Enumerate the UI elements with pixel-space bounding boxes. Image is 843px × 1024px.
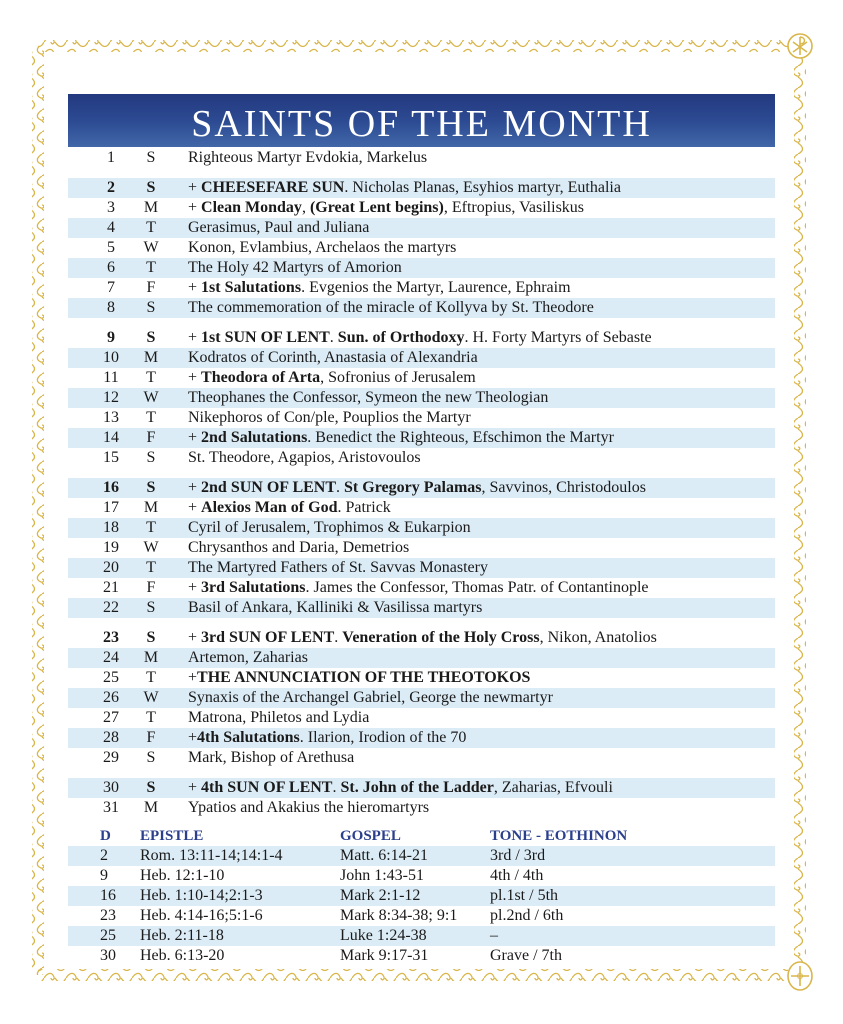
- day-of-week: S: [146, 779, 156, 796]
- day-of-week: T: [146, 709, 156, 726]
- feast-highlight: 2nd Salutations: [201, 429, 308, 446]
- calendar-row: [68, 348, 775, 368]
- day-number: 4: [107, 219, 115, 236]
- saint-names: [188, 148, 427, 168]
- epistle-reading: Heb. 1:10-14;2:1-3: [140, 887, 263, 904]
- saint-names: [188, 478, 646, 498]
- day-number: 9: [107, 329, 115, 346]
- feast-highlight: 1st Salutations: [201, 279, 302, 296]
- day-number: 10: [103, 349, 119, 366]
- day-of-week: M: [143, 799, 159, 816]
- day-number: 15: [103, 449, 119, 466]
- calendar-section: [68, 778, 775, 818]
- readings-row: [68, 946, 775, 966]
- day-number: 21: [103, 579, 119, 596]
- border-right: [794, 58, 806, 963]
- calendar-section: [68, 178, 775, 318]
- day-number: 25: [103, 669, 119, 686]
- feast-highlight: Sun. of Orthodoxy: [337, 329, 465, 346]
- day-number: 17: [103, 499, 119, 516]
- header-epistle: EPISTLE: [140, 828, 204, 844]
- feast-highlight: 1st SUN OF LENT: [201, 329, 330, 346]
- border-top: [38, 40, 788, 52]
- feast-highlight: 3rd Salutations: [201, 579, 306, 596]
- saint-text: Basil of Ankara, Kalliniki & Vasilissa martyrs: [188, 599, 483, 616]
- saint-text: +: [188, 579, 202, 596]
- calendar-row: [68, 598, 775, 618]
- day-number: 24: [103, 649, 119, 666]
- saint-text: Konon, Evlambius, Archelaos the martyrs: [188, 239, 457, 256]
- saint-text: , Savvinos, Christodoulos: [481, 479, 646, 496]
- day-of-week: F: [146, 279, 156, 296]
- saint-names: [188, 238, 456, 258]
- saint-text: Gerasimus, Paul and Juliana: [188, 219, 370, 236]
- calendar-row: [68, 558, 775, 578]
- saint-text: +: [188, 199, 202, 216]
- saint-names: [188, 798, 429, 818]
- saint-names: [188, 408, 471, 428]
- day-of-week: T: [146, 259, 156, 276]
- epistle-reading: Heb. 6:13-20: [140, 947, 225, 964]
- gospel-reading: Matt. 6:14-21: [340, 847, 428, 864]
- calendar-row: [68, 298, 775, 318]
- saint-text: +: [188, 329, 202, 346]
- saint-text: St. Theodore, Agapios, Aristovoulos: [188, 449, 421, 466]
- day-of-week: T: [146, 559, 156, 576]
- calendar-row: [68, 388, 775, 408]
- epistle-reading: Heb. 4:14-16;5:1-6: [140, 907, 263, 924]
- saint-text: .: [329, 329, 338, 346]
- reading-day: 23: [100, 907, 116, 924]
- saint-text: Righteous Martyr Evdokia, Markelus: [188, 149, 428, 166]
- feast-highlight: THE ANNUNCIATION OF THE THEOTOKOS: [197, 669, 531, 686]
- feast-highlight: 2nd SUN OF LENT: [201, 479, 337, 496]
- saint-text: Theophanes the Confessor, Symeon the new Theologian: [188, 389, 549, 406]
- saint-names: [188, 348, 478, 368]
- saint-text: The Martyred Fathers of St. Savvas Monastery: [188, 559, 488, 576]
- saint-text: Matrona, Philetos and Lydia: [188, 709, 370, 726]
- calendar-row: [68, 518, 775, 538]
- header-gospel: GOSPEL: [340, 828, 401, 844]
- day-of-week: M: [143, 649, 159, 666]
- saint-text: The Holy 42 Martyrs of Amorion: [188, 259, 402, 276]
- saint-text: , Zaharias, Efvouli: [493, 779, 613, 796]
- calendar-row: [68, 628, 775, 648]
- day-of-week: M: [143, 199, 159, 216]
- day-of-week: S: [146, 599, 156, 616]
- calendar-row: [68, 648, 775, 668]
- saint-names: [188, 518, 471, 538]
- epistle-reading: Heb. 12:1-10: [140, 867, 225, 884]
- tone-eothinon: 3rd / 3rd: [490, 847, 546, 864]
- day-number: 11: [103, 369, 119, 386]
- calendar-row: [68, 668, 775, 688]
- saint-names: [188, 218, 369, 238]
- day-number: 3: [107, 199, 115, 216]
- feast-highlight: 4th SUN OF LENT: [201, 779, 333, 796]
- readings-header-row: [68, 826, 775, 846]
- day-of-week: M: [143, 499, 159, 516]
- calendar-row: [68, 278, 775, 298]
- calendar-row: [68, 198, 775, 218]
- saint-text: +: [188, 729, 198, 746]
- saint-text: Nikephoros of Con/ple, Pouplios the Martyr: [188, 409, 471, 426]
- chi-rho-icon: [788, 34, 812, 58]
- day-number: 22: [103, 599, 119, 616]
- reading-day: 9: [100, 867, 108, 884]
- saint-names: [188, 598, 482, 618]
- saint-names: [188, 178, 621, 198]
- readings-row: [68, 866, 775, 886]
- saint-text: .: [336, 479, 345, 496]
- saint-text: +: [188, 479, 202, 496]
- border-bottom: [38, 969, 788, 981]
- gospel-reading: Mark 8:34-38; 9:1: [340, 907, 458, 924]
- day-number: 28: [103, 729, 119, 746]
- ic-xc-nika-cross-icon: [788, 962, 812, 990]
- saint-names: [188, 778, 613, 798]
- saint-text: . Nicholas Planas, Esyhios martyr, Euthalia: [344, 179, 621, 196]
- day-of-week: W: [143, 239, 159, 256]
- readings-row: [68, 846, 775, 866]
- calendar-row: [68, 578, 775, 598]
- gospel-reading: Mark 9:17-31: [340, 947, 429, 964]
- saint-text: +: [188, 629, 202, 646]
- calendar-section: [68, 628, 775, 768]
- calendar-row: [68, 498, 775, 518]
- calendar-row: [68, 408, 775, 428]
- reading-day: 30: [100, 947, 116, 964]
- saint-names: [188, 728, 466, 748]
- page-title: SAINTS OF THE MONTH: [191, 102, 652, 145]
- calendar-row: [68, 708, 775, 728]
- saint-names: [188, 688, 553, 708]
- saint-names: [188, 648, 308, 668]
- saint-text: . Benedict the Righteous, Efschimon the Martyr: [307, 429, 614, 446]
- day-of-week: S: [146, 149, 156, 166]
- day-of-week: T: [146, 369, 156, 386]
- calendar-section: [68, 478, 775, 618]
- calendar-row: [68, 778, 775, 798]
- saint-names: [188, 578, 649, 598]
- saint-text: . Evgenios the Martyr, Laurence, Ephraim: [301, 279, 571, 296]
- saint-text: , Eftropius, Vasiliskus: [443, 199, 585, 216]
- day-number: 5: [107, 239, 115, 256]
- day-number: 12: [103, 389, 119, 406]
- feast-highlight: CHEESEFARE SUN: [201, 179, 345, 196]
- tone-eothinon: Grave / 7th: [490, 947, 562, 964]
- day-number: 26: [103, 689, 119, 706]
- day-number: 8: [107, 299, 115, 316]
- saint-text: +: [188, 779, 202, 796]
- calendar-section: [68, 328, 775, 468]
- day-number: 19: [103, 539, 119, 556]
- saint-names: [188, 328, 652, 348]
- calendar-row: [68, 218, 775, 238]
- saint-names: [188, 388, 548, 408]
- calendar-row: [68, 238, 775, 258]
- day-of-week: S: [146, 629, 156, 646]
- day-of-week: F: [146, 579, 156, 596]
- feast-highlight: Veneration of the Holy Cross: [342, 629, 540, 646]
- calendar-row: [68, 748, 775, 768]
- saint-names: [188, 368, 476, 388]
- header-tone: TONE - EOTHINON: [490, 828, 628, 844]
- saint-text: +: [188, 429, 202, 446]
- readings-row: [68, 926, 775, 946]
- saint-text: +: [188, 369, 202, 386]
- feast-highlight: Alexios Man of God: [201, 499, 338, 516]
- saint-text: . James the Confessor, Thomas Patr. of Contantinople: [305, 579, 649, 596]
- day-of-week: T: [146, 669, 156, 686]
- tone-eothinon: pl.2nd / 6th: [490, 907, 564, 924]
- feast-highlight: Clean Monday: [201, 199, 302, 216]
- reading-day: 16: [100, 887, 116, 904]
- saint-text: . Patrick: [337, 499, 391, 516]
- border-left: [32, 46, 44, 975]
- day-of-week: F: [146, 429, 156, 446]
- epistle-reading: Rom. 13:11-14;14:1-4: [140, 847, 283, 864]
- epistle-reading: Heb. 2:11-18: [140, 927, 224, 944]
- day-of-week: M: [143, 349, 159, 366]
- calendar-row: [68, 798, 775, 818]
- reading-day: 2: [100, 847, 108, 864]
- saint-names: [188, 748, 354, 768]
- saint-text: Artemon, Zaharias: [188, 649, 308, 666]
- calendar-row: [68, 478, 775, 498]
- feast-highlight: St. John of the Ladder: [340, 779, 494, 796]
- saint-text: Ypatios and Akakius the hieromartyrs: [188, 799, 430, 816]
- day-number: 13: [103, 409, 119, 426]
- saint-text: . Ilarion, Irodion of the 70: [299, 729, 467, 746]
- tone-eothinon: 4th / 4th: [490, 867, 544, 884]
- day-number: 20: [103, 559, 119, 576]
- title-banner: [68, 94, 775, 147]
- readings-row: [68, 886, 775, 906]
- day-of-week: T: [146, 519, 156, 536]
- saint-text: The commemoration of the miracle of Kollyva by St. Theodore: [188, 299, 594, 316]
- day-number: 7: [107, 279, 115, 296]
- saint-names: [188, 198, 584, 218]
- saint-text: +: [188, 499, 202, 516]
- calendar-section: [68, 148, 775, 168]
- saint-text: +: [188, 279, 202, 296]
- day-number: 23: [103, 629, 119, 646]
- day-number: 31: [103, 799, 119, 816]
- day-number: 14: [103, 429, 119, 446]
- day-of-week: S: [146, 449, 156, 466]
- tone-eothinon: pl.1st / 5th: [490, 887, 559, 904]
- saint-names: [188, 538, 409, 558]
- gospel-reading: Mark 2:1-12: [340, 887, 421, 904]
- saint-text: +: [188, 669, 198, 686]
- gospel-reading: Luke 1:24-38: [340, 927, 427, 944]
- saint-text: . H. Forty Martyrs of Sebaste: [464, 329, 652, 346]
- header-day: D: [100, 828, 111, 844]
- day-number: 6: [107, 259, 115, 276]
- saint-names: [188, 708, 369, 728]
- day-number: 1: [107, 149, 115, 166]
- saint-text: Chrysanthos and Daria, Demetrios: [188, 539, 410, 556]
- tone-eothinon: –: [490, 927, 498, 944]
- calendar-row: [68, 448, 775, 468]
- day-number: 29: [103, 749, 119, 766]
- saint-names: [188, 628, 657, 648]
- saint-text: , Nikon, Anatolios: [539, 629, 657, 646]
- day-of-week: S: [146, 479, 156, 496]
- calendar-row: [68, 538, 775, 558]
- day-of-week: W: [143, 389, 159, 406]
- saint-names: [188, 298, 594, 318]
- feast-highlight: Theodora of Arta: [201, 369, 321, 386]
- gospel-reading: John 1:43-51: [340, 867, 424, 884]
- saint-text: ,: [301, 199, 310, 216]
- saint-text: Kodratos of Corinth, Anastasia of Alexandria: [188, 349, 478, 366]
- saint-names: [188, 428, 614, 448]
- calendar-row: [68, 148, 775, 168]
- day-of-week: S: [146, 329, 156, 346]
- calendar-row: [68, 728, 775, 748]
- readings-row: [68, 906, 775, 926]
- day-number: 16: [103, 479, 119, 496]
- saint-names: [188, 448, 421, 468]
- saint-text: , Sofronius of Jerusalem: [320, 369, 476, 386]
- saint-text: .: [332, 779, 341, 796]
- day-number: 30: [103, 779, 119, 796]
- day-number: 27: [103, 709, 119, 726]
- reading-day: 25: [100, 927, 116, 944]
- day-number: 18: [103, 519, 119, 536]
- saint-names: [188, 668, 530, 688]
- saint-text: +: [188, 179, 202, 196]
- day-of-week: W: [143, 539, 159, 556]
- saint-text: .: [334, 629, 343, 646]
- saints-calendar: [68, 148, 775, 828]
- day-number: 2: [107, 179, 115, 196]
- day-of-week: T: [146, 409, 156, 426]
- day-of-week: S: [146, 179, 156, 196]
- feast-highlight: St Gregory Palamas: [344, 479, 482, 496]
- calendar-row: [68, 368, 775, 388]
- feast-highlight: (Great Lent begins): [309, 199, 444, 216]
- saint-names: [188, 278, 571, 298]
- day-of-week: F: [146, 729, 156, 746]
- feast-highlight: 4th Salutations: [197, 729, 300, 746]
- calendar-row: [68, 178, 775, 198]
- readings-table: [68, 826, 775, 966]
- calendar-row: [68, 328, 775, 348]
- day-of-week: W: [143, 689, 159, 706]
- day-of-week: T: [146, 219, 156, 236]
- day-of-week: S: [146, 749, 156, 766]
- feast-highlight: 3rd SUN OF LENT: [201, 629, 335, 646]
- saint-names: [188, 498, 391, 518]
- calendar-row: [68, 688, 775, 708]
- calendar-row: [68, 258, 775, 278]
- saint-text: Synaxis of the Archangel Gabriel, George the newmartyr: [188, 689, 553, 706]
- saint-names: [188, 558, 488, 578]
- saint-text: Mark, Bishop of Arethusa: [188, 749, 355, 766]
- calendar-row: [68, 428, 775, 448]
- saint-names: [188, 258, 402, 278]
- saint-text: Cyril of Jerusalem, Trophimos & Eukarpion: [188, 519, 471, 536]
- day-of-week: S: [146, 299, 156, 316]
